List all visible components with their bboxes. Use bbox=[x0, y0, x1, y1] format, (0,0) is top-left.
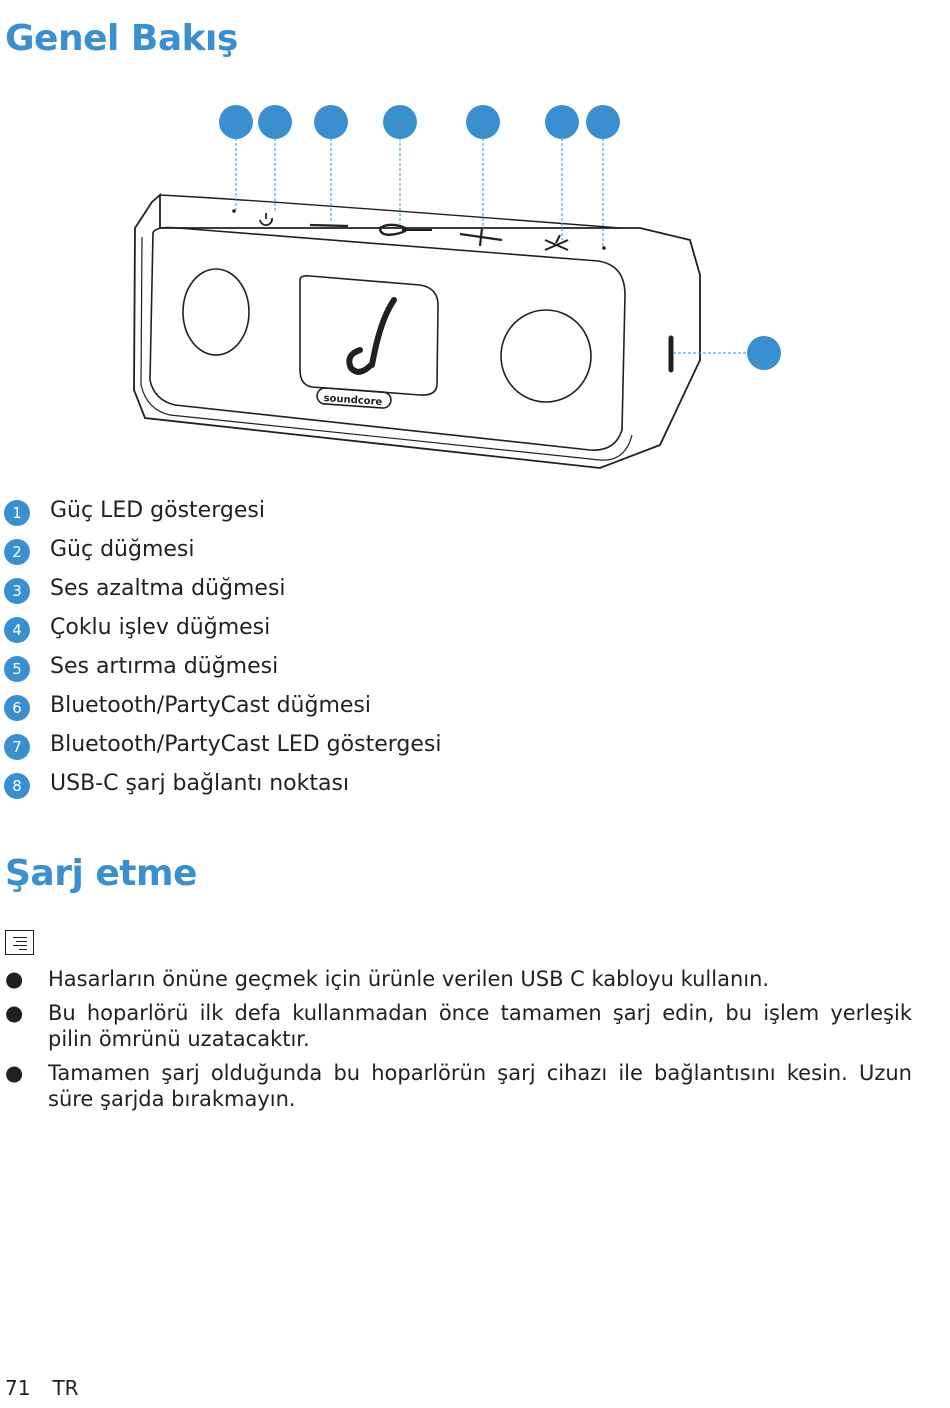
list-item bbox=[0, 966, 912, 992]
legend-label: Çoklu işlev düğmesi bbox=[50, 615, 271, 640]
legend-label: Ses azaltma düğmesi bbox=[50, 576, 286, 601]
note-text: Hasarların önüne geçmek için ürünle verilen USB C kabloyu kullanın. bbox=[48, 967, 770, 991]
callout-marker-1 bbox=[219, 105, 253, 139]
speaker-top-edge bbox=[160, 195, 620, 228]
legend-number: 4 bbox=[4, 617, 30, 643]
brand-label: soundcore bbox=[323, 392, 383, 409]
note-text: Tamamen şarj olduğunda bu hoparlörün şarj cihazı ile bağlantısını kesin. Uzun süre şarjda bırakmayın. bbox=[48, 1061, 912, 1111]
callout-marker-8 bbox=[747, 336, 781, 370]
speaker-front-panel bbox=[150, 228, 625, 451]
legend-label: Bluetooth/PartyCast LED göstergesi bbox=[50, 732, 442, 757]
note-icon bbox=[5, 930, 34, 955]
right-woofer bbox=[501, 310, 591, 402]
legend-label: USB-C şarj bağlantı noktası bbox=[50, 771, 350, 796]
callout-marker-4 bbox=[383, 105, 417, 139]
bullet-icon: ● bbox=[5, 967, 24, 991]
legend-label: Güç düğmesi bbox=[50, 537, 195, 562]
legend-number: 2 bbox=[4, 539, 30, 565]
language-code: TR bbox=[52, 1376, 79, 1400]
legend-number: 3 bbox=[4, 578, 30, 604]
callout-marker-6 bbox=[545, 105, 579, 139]
legend-number: 8 bbox=[4, 773, 30, 799]
callout-marker-2 bbox=[258, 105, 292, 139]
bullet-icon: ● bbox=[5, 1001, 24, 1025]
callout-marker-7 bbox=[586, 105, 620, 139]
legend-number: 5 bbox=[4, 656, 30, 682]
legend-number: 1 bbox=[4, 500, 30, 526]
callout-marker-5 bbox=[466, 105, 500, 139]
section-title-overview: Genel Bakış bbox=[5, 18, 238, 59]
page-number: 71 bbox=[5, 1376, 31, 1400]
center-logo-panel bbox=[300, 276, 438, 395]
legend-label: Bluetooth/PartyCast düğmesi bbox=[50, 693, 371, 718]
charging-notes-list bbox=[0, 966, 912, 1120]
note-text: Bu hoparlörü ilk defa kullanmadan önce tamamen şarj edin, bu işlem yerleşik pilin ömrünü uzatacaktır. bbox=[48, 1001, 912, 1051]
callout-marker-3 bbox=[314, 105, 348, 139]
bullet-icon: ● bbox=[5, 1061, 24, 1085]
left-woofer bbox=[183, 269, 249, 355]
list-item bbox=[0, 1000, 912, 1052]
page-footer bbox=[5, 1376, 79, 1400]
legend-number: 6 bbox=[4, 695, 30, 721]
speaker-diagram bbox=[120, 100, 800, 480]
speaker-body bbox=[134, 195, 700, 468]
section-title-charging: Şarj etme bbox=[5, 853, 197, 894]
list-item bbox=[0, 1060, 912, 1112]
legend-number: 7 bbox=[4, 734, 30, 760]
legend-label: Ses artırma düğmesi bbox=[50, 654, 279, 679]
legend-label: Güç LED göstergesi bbox=[50, 498, 265, 523]
